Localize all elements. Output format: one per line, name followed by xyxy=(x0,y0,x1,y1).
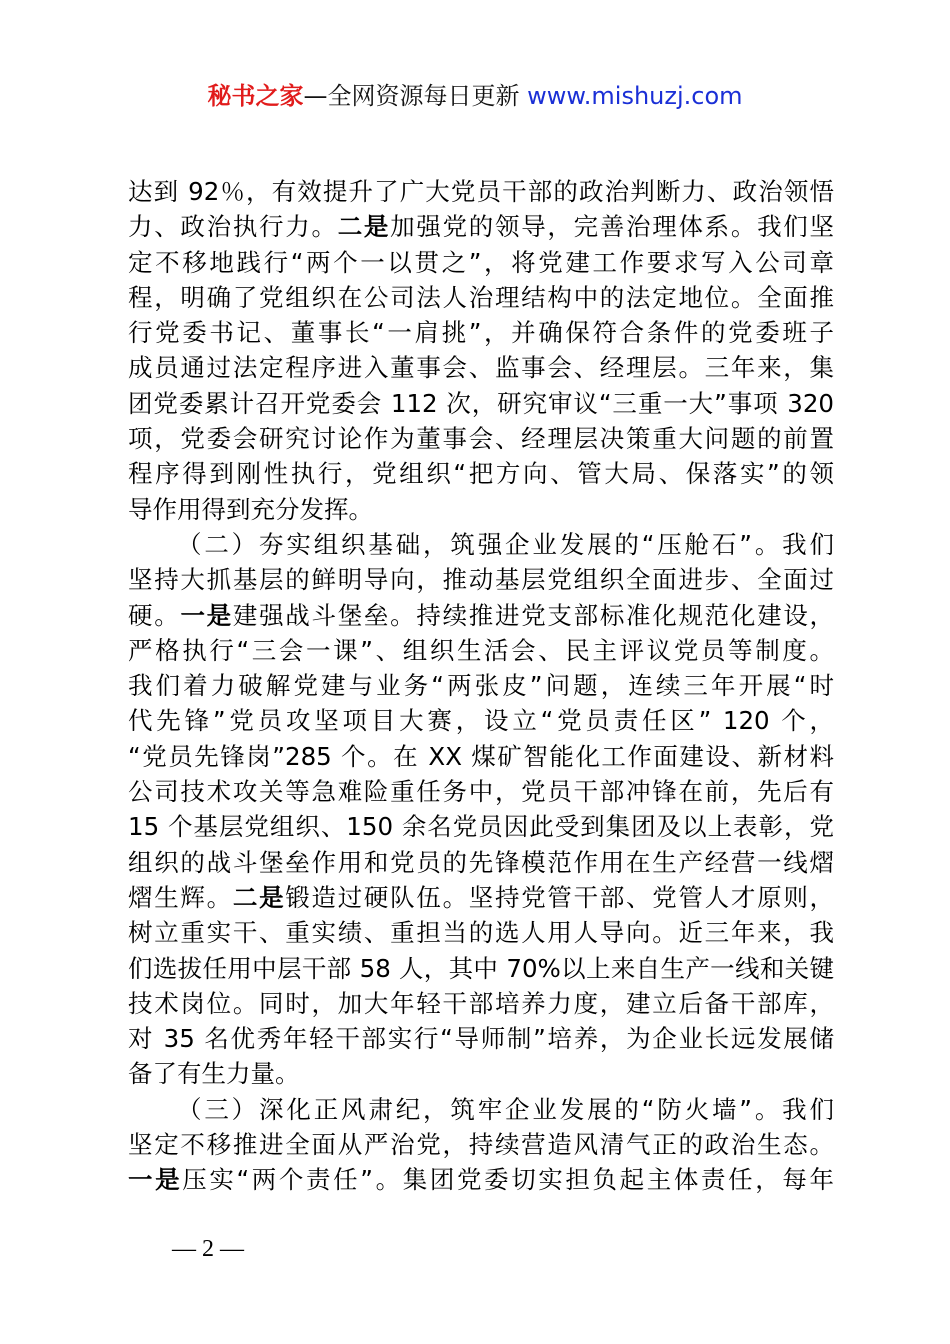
text-line xyxy=(128,1056,834,1091)
text-line xyxy=(128,880,834,915)
text-run: 导作用得到充分发挥。 xyxy=(128,494,373,524)
text-line xyxy=(128,633,834,668)
text-line xyxy=(128,245,834,280)
text-run: 对 35 名优秀年轻干部实行“导师制”培养，为企业长远发展储 xyxy=(128,1024,834,1054)
text-run: 硬。 xyxy=(128,600,181,630)
text-line xyxy=(128,421,834,456)
text-line xyxy=(128,527,834,562)
text-line xyxy=(128,598,834,633)
text-line xyxy=(128,845,834,880)
text-line xyxy=(128,174,834,209)
text-run: 锻造过硬队伍。坚持党管干部、党管人才原则， xyxy=(285,882,835,912)
text-run: 程，明确了党组织在公司法人治理结构中的法定地位。全面推 xyxy=(128,282,834,312)
bold-run: 二是 xyxy=(337,212,391,242)
text-line xyxy=(128,1127,834,1162)
text-run: 达到 92％，有效提升了广大党员干部的政治判断力、政治领悟 xyxy=(128,177,834,206)
text-run: 备了有生力量。 xyxy=(128,1059,300,1089)
text-run: 行党委书记、董事长“一肩挑”，并确保符合条件的党委班子 xyxy=(128,318,834,348)
bold-run: 二是 xyxy=(232,882,286,912)
text-line xyxy=(128,668,834,703)
text-run: 力、政治执行力。 xyxy=(128,212,338,242)
text-run: “党员先锋岗”285 个。在 XX 煤矿智能化工作面建设、新材料 xyxy=(128,741,834,771)
text-run: 15 个基层党组织、150 余名党员因此受到集团及以上表彰，党 xyxy=(128,812,834,842)
text-line xyxy=(128,456,834,491)
text-run: 压实“两个责任”。集团党委切实担负起主体责任，每年 xyxy=(182,1165,835,1195)
text-run: 项，党委会研究讨论作为董事会、经理层决策重大问题的前置 xyxy=(128,424,834,454)
text-line xyxy=(128,986,834,1021)
text-run: 们选拔任用中层干部 58 人，其中 70%以上来自生产一线和关键 xyxy=(128,953,834,983)
site-url-link[interactable]: www.mishuzj.com xyxy=(527,82,743,110)
page-number: — 2 — xyxy=(172,1236,244,1262)
text-line xyxy=(128,915,834,950)
text-run: 公司技术攻关等急难险重任务中，党员干部冲锋在前，先后有 xyxy=(128,777,834,807)
text-line xyxy=(128,774,834,809)
text-line xyxy=(128,350,834,385)
text-line xyxy=(128,1021,834,1056)
text-run: 熠生辉。 xyxy=(128,882,233,912)
text-line xyxy=(128,1092,834,1127)
text-run: 坚持大抓基层的鲜明导向，推动基层党组织全面进步、全面过 xyxy=(128,565,834,595)
text-run: 坚定不移推进全面从严治党，持续营造风清气正的政治生态。 xyxy=(128,1130,834,1160)
text-run: 技术岗位。同时，加大年轻干部培养力度，建立后备干部库， xyxy=(128,988,834,1018)
bold-run: 一是 xyxy=(128,1165,183,1195)
brand-name: 秘书之家 xyxy=(207,82,304,110)
text-line xyxy=(128,951,834,986)
text-run: 定不移地践行“两个一以贯之”，将党建工作要求写入公司章 xyxy=(128,247,834,277)
text-line xyxy=(128,562,834,597)
text-run: 加强党的领导，完善治理体系。我们坚 xyxy=(390,212,835,242)
site-header xyxy=(0,78,950,114)
bold-run: 一是 xyxy=(180,600,233,630)
body-text xyxy=(128,174,834,1198)
text-run: 团党委累计召开党委会 112 次，研究审议“三重一大”事项 320 xyxy=(128,388,834,418)
text-run: 树立重实干、重实绩、重担当的选人用人导向。近三年来，我 xyxy=(128,918,834,948)
text-run: 代先锋”党员攻坚项目大赛，设立“党员责任区” 120 个， xyxy=(128,706,834,736)
text-line xyxy=(128,492,834,527)
text-run: （三）深化正风肃纪，筑牢企业发展的“防火墙”。我们 xyxy=(177,1094,834,1124)
header-tagline: —全网资源每日更新 xyxy=(303,82,520,110)
text-run: 成员通过法定程序进入董事会、监事会、经理层。三年来，集 xyxy=(128,353,834,383)
text-run: 严格执行“三会一课”、组织生活会、民主评议党员等制度。 xyxy=(128,635,834,665)
text-run: 组织的战斗堡垒作用和党员的先锋模范作用在生产经营一线熠 xyxy=(128,847,834,877)
text-run: 建强战斗堡垒。持续推进党支部标准化规范化建设， xyxy=(232,600,835,630)
text-line xyxy=(128,209,834,244)
text-line xyxy=(128,315,834,350)
text-line xyxy=(128,1162,834,1197)
text-line xyxy=(128,739,834,774)
text-line xyxy=(128,280,834,315)
text-line xyxy=(128,386,834,421)
text-run: 程序得到刚性执行，党组织“把方向、管大局、保落实”的领 xyxy=(128,459,834,489)
text-line xyxy=(128,809,834,844)
text-run: 我们着力破解党建与业务“两张皮”问题，连续三年开展“时 xyxy=(128,671,834,701)
text-run: （二）夯实组织基础，筑强企业发展的“压舱石”。我们 xyxy=(177,529,834,559)
text-line xyxy=(128,703,834,738)
